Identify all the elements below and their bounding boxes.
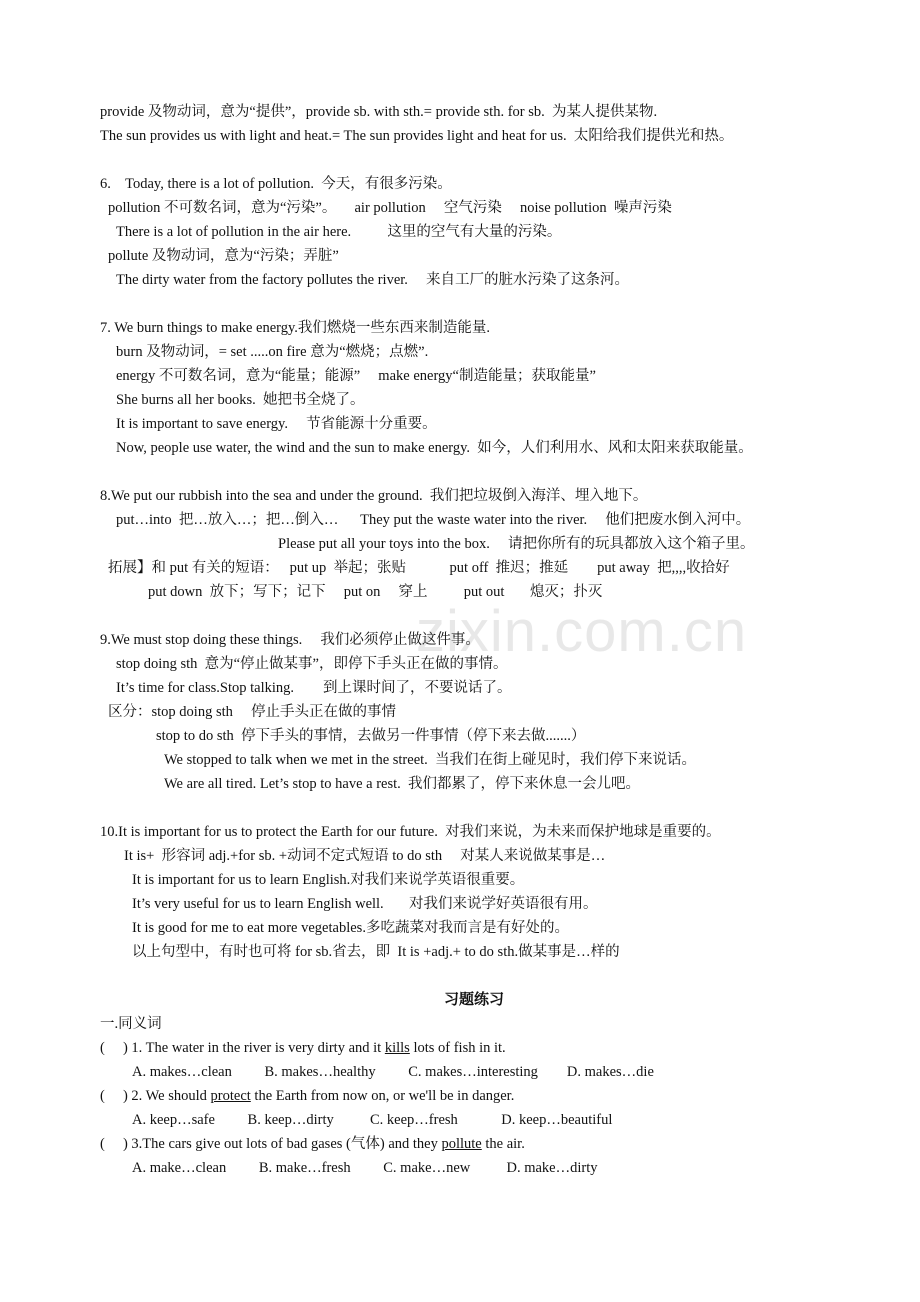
text-line: stop to do sth 停下手头的事情，去做另一件事情（停下来去做.......） (156, 728, 586, 744)
underlined-word: kills (384, 1040, 410, 1056)
underlined-word: pollute (441, 1136, 482, 1152)
section-subtitle: 一.同义词 (100, 1016, 162, 1032)
text-line: put down 放下；写下；记下 put on 穿上 put out 熄灭；扑灭 (148, 584, 603, 600)
text-line: 区分：stop doing sth 停止手头正在做的事情 (108, 704, 396, 720)
example-sentence: The dirty water from the factory pollutes the river. 来自工厂的脏水污染了这条河。 (116, 272, 630, 288)
example-sentence: It’s time for class.Stop talking. 到上课时间了，不要说话了。 (116, 680, 512, 696)
example-sentence: It’s very useful for us to learn English well. 对我们来说学好英语很有用。 (132, 896, 598, 912)
text-line: The sun provides us with light and heat.= The sun provides light and heat for us. 太阳给我们提供光和热。 (100, 128, 734, 144)
example-sentence: We are all tired. Let’s stop to have a rest. 我们都累了，停下来休息一会儿吧。 (164, 776, 641, 792)
item-heading: 7. We burn things to make energy.我们燃烧一些东西来制造能量. (100, 320, 491, 336)
watermark: zixin.com.cn (416, 599, 748, 664)
text-line: energy 不可数名词，意为“能量；能源” make energy“制造能量；获取能量” (116, 368, 596, 384)
question-line: ( ) 2. We should protect the Earth from now on, or we'll be in danger. (100, 1088, 515, 1104)
text-line: 拓展】和 put 有关的短语： put up 举起；张贴 put off 推迟；推延 put away 把,,,,收拾好 (108, 560, 730, 576)
example-sentence: She burns all her books. 她把书全烧了。 (116, 392, 365, 408)
text-line: provide 及物动词，意为“提供”，provide sb. with sth.= provide sth. for sb. 为某人提供某物. (100, 104, 658, 120)
text-line: burn 及物动词，= set .....on fire 意为“燃烧；点燃”. (116, 344, 429, 360)
item-heading: 6. Today, there is a lot of pollution. 今天，有很多污染。 (100, 176, 452, 192)
item-heading: 10.It is important for us to protect the Earth for our future. 对我们来说，为未来而保护地球是重要的。 (100, 824, 721, 840)
question-line: ( ) 1. The water in the river is very dirty and it kills lots of fish in it. (100, 1040, 506, 1056)
text-line: 以上句型中，有时也可将 for sb.省去，即 It is +adj.+ to do sth.做某事是…样的 (132, 944, 620, 960)
answer-options: A. keep…safe B. keep…dirty C. keep…fresh D. keep…beautiful (132, 1112, 613, 1128)
text-line: pollute 及物动词，意为“污染；弄脏” (108, 248, 339, 264)
example-sentence: It is important for us to learn English.对我们来说学英语很重要。 (132, 872, 525, 888)
text-line: put…into 把…放入…；把…倒入… They put the waste water into the river. 他们把废水倒入河中。 (116, 512, 751, 528)
example-sentence: There is a lot of pollution in the air here. 这里的空气有大量的污染。 (116, 224, 562, 240)
example-sentence: Please put all your toys into the box. 请把你所有的玩具都放入这个箱子里。 (278, 536, 755, 552)
text-line: It is+ 形容词 adj.+for sb. +动词不定式短语 to do sth 对某人来说做某事是… (124, 848, 606, 864)
example-sentence: It is good for me to eat more vegetables.多吃蔬菜对我而言是有好处的。 (132, 920, 569, 936)
answer-options: A. make…clean B. make…fresh C. make…new D. make…dirty (132, 1160, 598, 1176)
example-sentence: Now, people use water, the wind and the sun to make energy. 如今，人们利用水、风和太阳来获取能量。 (116, 440, 753, 456)
answer-options: A. makes…clean B. makes…healthy C. makes…interesting D. makes…die (132, 1064, 654, 1080)
underlined-word: protect (210, 1088, 251, 1104)
example-sentence: We stopped to talk when we met in the street. 当我们在街上碰见时，我们停下来说话。 (164, 752, 697, 768)
example-sentence: It is important to save energy. 节省能源十分重要。 (116, 416, 437, 432)
text-line: pollution 不可数名词，意为“污染”。 air pollution 空气污染 noise pollution 噪声污染 (108, 200, 672, 216)
section-title: 习题练习 (444, 992, 505, 1008)
item-heading: 8.We put our rubbish into the sea and under the ground. 我们把垃圾倒入海洋、埋入地下。 (100, 488, 648, 504)
item-heading: 9.We must stop doing these things. 我们必须停止做这件事。 (100, 632, 480, 648)
question-line: ( ) 3.The cars give out lots of bad gases (气体) and they pollute the air. (100, 1136, 525, 1152)
text-line: stop doing sth 意为“停止做某事”，即停下手头正在做的事情。 (116, 656, 508, 672)
